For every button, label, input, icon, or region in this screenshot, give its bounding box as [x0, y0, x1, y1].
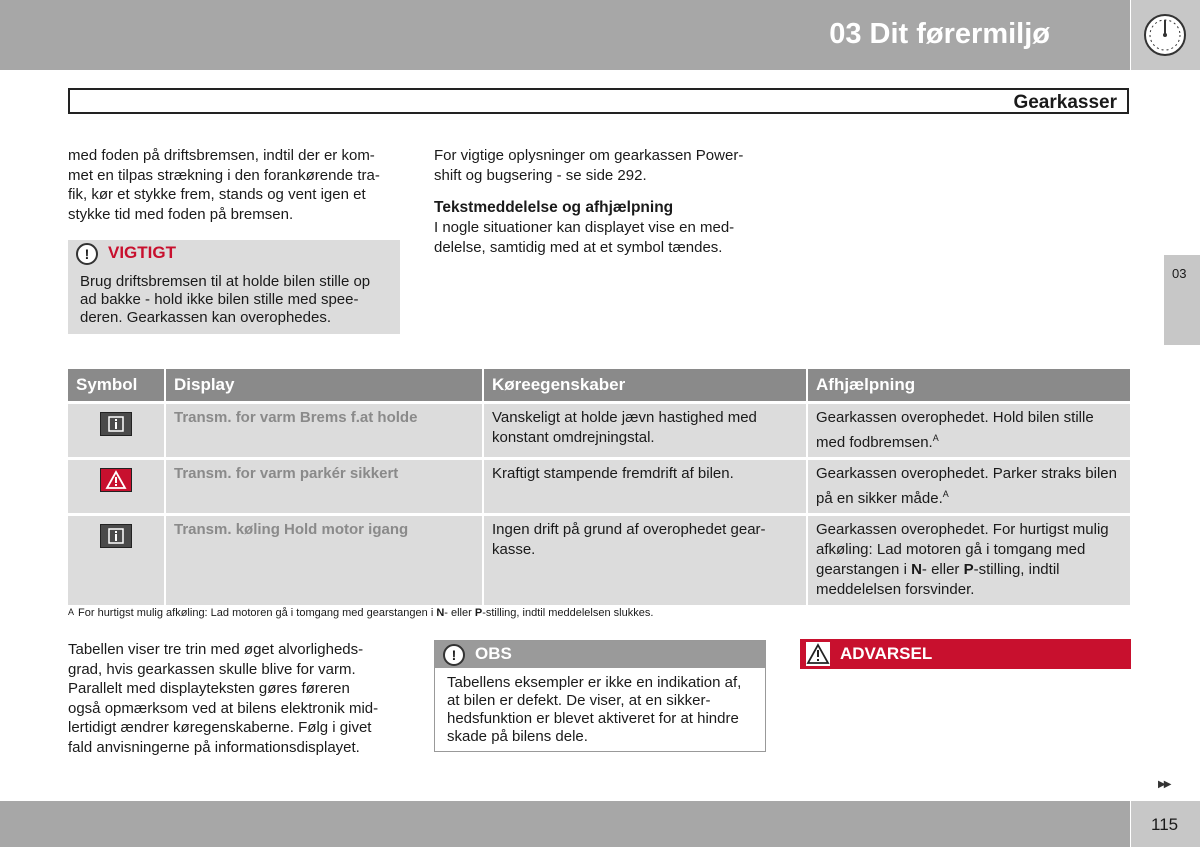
table-row	[68, 403, 1130, 459]
koreegenskaber-cell: Ingen drift på grund af overophedet gear- kasse.	[483, 515, 807, 605]
subsection-paragraph: I nogle situationer kan displayet vise en med- delelse, samtidig med at et symbol tændes.	[434, 219, 735, 256]
obs-text: Tabellens eksempler er ikke en indikation af, at bilen er defekt. De viser, at en sikker- hedsfunktion er blevet aktiveret for at hindre skade på bilens dele.	[447, 674, 742, 745]
warning-triangle-icon	[806, 642, 830, 666]
afhjaelpning-cell: Gearkassen overophedet. For hurtigst mulig afkøling: Lad motoren gå i tomgang med gearstangen i N- eller P-stilling, indtil meddelelsen forsvinder.	[807, 515, 1130, 605]
info-icon	[100, 524, 132, 548]
vigtigt-label: VIGTIGT	[108, 243, 176, 262]
chapter-icon-box	[1131, 0, 1200, 70]
table-header-row	[68, 369, 1130, 403]
subsection-heading: Tekstmeddelelse og afhjælpning	[434, 199, 674, 216]
obs-callout	[434, 640, 766, 752]
exclamation-icon: !	[76, 243, 98, 265]
table-row	[68, 459, 1130, 515]
vigtigt-header	[68, 240, 400, 267]
footer-bar	[0, 801, 1130, 847]
afhjaelpning-cell: Gearkassen overophedet. Parker straks bilen på en sikker måde.$^A$	[807, 459, 1130, 515]
chapter-title: 03 Dit førermiljø	[829, 18, 1050, 50]
warning-triangle-icon	[100, 468, 132, 492]
symbol-cell	[68, 459, 165, 515]
table-row	[68, 515, 1130, 605]
display-cell: Transm. for varm parkér sikkert	[165, 459, 483, 515]
chapter-side-tab[interactable]	[1164, 255, 1200, 345]
table-footnote: $^A$ For hurtigst mulig afkøling: Lad motoren gå i tomgang med gearstangen i N- eller P-stilling, indtil meddelelsen slukkes.	[68, 607, 654, 619]
obs-label: OBS	[475, 644, 512, 663]
koreegenskaber-cell: Vanskeligt at holde jævn hastighed med konstant omdrejningstal.	[483, 403, 807, 459]
info-icon	[100, 412, 132, 436]
summary-paragraph: Tabellen viser tre trin med øget alvorligheds- grad, hvis gearkassen skulle blive for varm. Parallelt med displayteksten gøres føreren også opmærksom ved at bilens elektronik mid- lertidigt ændrer køregenskaberne. Følg i givet fald anvisningerne på informationsdisplayet.	[68, 641, 379, 756]
section-title: Gearkasser	[1013, 92, 1117, 113]
header-display: Display	[165, 369, 483, 403]
afhjaelpning-cell: Gearkassen overophedet. Hold bilen stille med fodbremsen.$^A$	[807, 403, 1130, 459]
header-koreegenskaber: Køreegenskaber	[483, 369, 807, 403]
symbol-cell	[68, 403, 165, 459]
symbol-cell	[68, 515, 165, 605]
obs-header	[435, 641, 765, 668]
powershift-paragraph: For vigtige oplysninger om gearkassen Power- shift og bugsering - se side 292.	[434, 147, 744, 184]
vigtigt-text: Brug driftsbremsen til at holde bilen stille op ad bakke - hold ikke bilen stille med spee- deren. Gearkassen kan overophedes.	[80, 273, 371, 326]
advarsel-label: ADVARSEL	[840, 644, 933, 663]
section-bar	[68, 88, 1129, 114]
display-cell: Transm. køling Hold motor igang	[165, 515, 483, 605]
intro-paragraph: med foden på driftsbremsen, indtil der er kom- met en tilpas strækning i den forankørende tra- fik, kør et stykke frem, stands og vent igen et stykke tid med foden på bremsen.	[68, 147, 380, 223]
header-symbol: Symbol	[68, 369, 165, 403]
message-table	[68, 369, 1130, 605]
vigtigt-callout	[68, 240, 400, 334]
page-number: 115	[1151, 815, 1179, 834]
exclamation-icon: !	[443, 644, 465, 666]
advarsel-callout	[800, 639, 1131, 669]
side-tab-label: 03	[1172, 266, 1187, 281]
display-cell: Transm. for varm Brems f.at holde	[165, 403, 483, 459]
gauge-icon	[1141, 12, 1189, 58]
double-arrow-right-icon: ▶▶	[1158, 779, 1170, 790]
header-afhjaelpning: Afhjælpning	[807, 369, 1130, 403]
header-bar	[0, 0, 1130, 70]
page-number-box	[1131, 801, 1200, 847]
koreegenskaber-cell: Kraftigt stampende fremdrift af bilen.	[483, 459, 807, 515]
